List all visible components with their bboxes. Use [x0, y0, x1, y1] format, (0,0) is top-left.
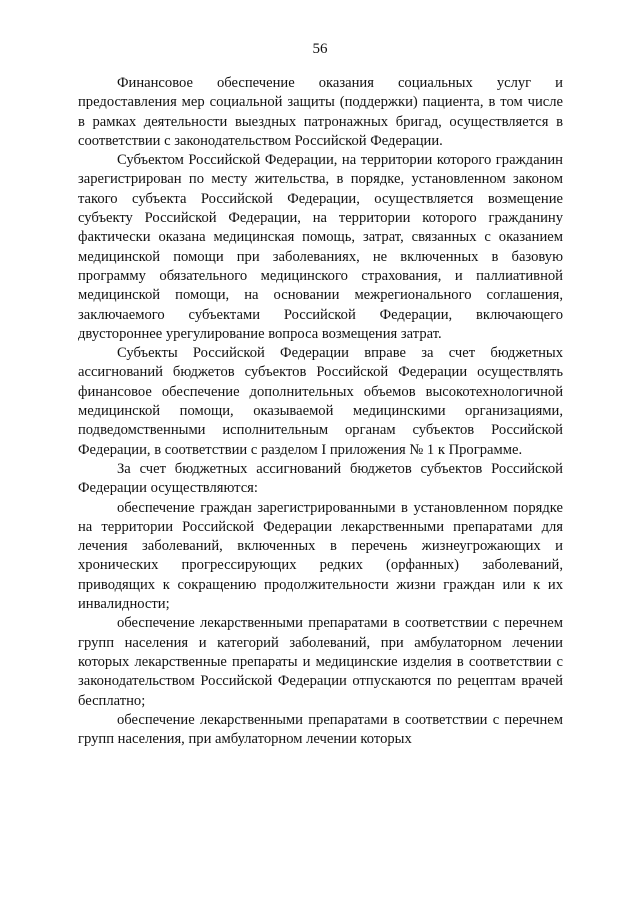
paragraph-discounted-prescriptions: обеспечение лекарственными препаратами в соответствии с перечнем групп населения, при амбулаторном лечении которых	[78, 711, 563, 748]
paragraph-cost-reimbursement: Субъектом Российской Федерации, на территории которого гражданин зарегистрирован по месту жительства, в порядке, установленном законом такого субъекта Российской Федерации, осуществляется возмещение субъекту Российской Федерации, на территории которого гражданину фактически оказана медицинская помощь, затрат, связанных с оказанием медицинской помощи при заболеваниях, не включенных в базовую программу обязательного медицинского страхования, и паллиативной медицинской помощи, на основании межрегионального соглашения, заключаемого субъектами Российской Федерации, включающего двустороннее урегулирование вопроса возмещения затрат.	[78, 152, 563, 342]
page-number: 56	[312, 41, 328, 57]
paragraph-budget-funding-intro: За счет бюджетных ассигнований бюджетов субъектов Российской Федерации осуществляются:	[78, 460, 563, 497]
body-text	[78, 74, 563, 749]
paragraph-free-prescriptions: обеспечение лекарственными препаратами в соответствии с перечнем групп населения и категорий заболеваний, при амбулаторном лечении которых лекарственные препараты и медицинские изделия в соответствии с законодательством Российской Федерации отпускаются по рецептам врачей бесплатно;	[78, 615, 563, 709]
paragraph-orphan-diseases: обеспечение граждан зарегистрированными в установленном порядке на территории Российской Федерации лекарственными препаратами для лечения заболеваний, включенных в перечень жизнеугрожающих и хронических прогрессирующих редких (орфанных) заболеваний, приводящих к сокращению продолжительности жизни граждан или к их инвалидности;	[78, 499, 563, 613]
paragraph-social-services-financing: Финансовое обеспечение оказания социальных услуг и предоставления мер социальной защиты (поддержки) пациента, в том числе в рамках деятельности выездных патронажных бригад, осуществляется в соответствии с законодательством Российской Федерации.	[78, 75, 563, 149]
paragraph-high-tech-care: Субъекты Российской Федерации вправе за счет бюджетных ассигнований бюджетов субъектов Российской Федерации осуществлять финансовое обеспечение дополнительных объемов высокотехнологичной медицинской помощи, оказываемой медицинскими организациями, подведомственными исполнительным органам субъектов Российской Федерации, в соответствии с разделом I приложения № 1 к Программе.	[78, 345, 563, 458]
